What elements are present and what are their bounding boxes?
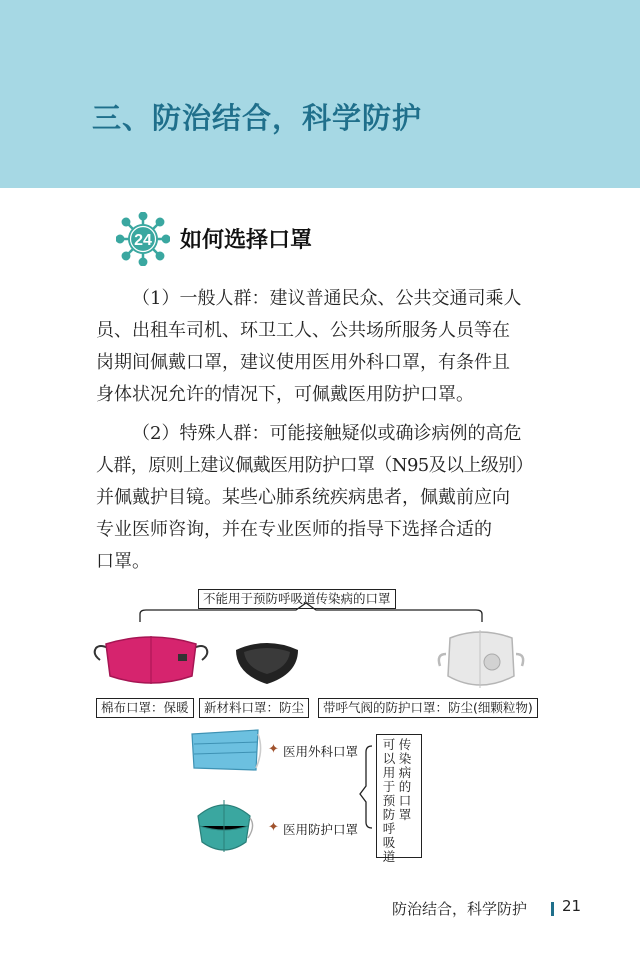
topic-title: 如何选择口罩	[180, 228, 313, 253]
vertical-char: 以	[382, 751, 396, 766]
vertical-char: 道	[382, 849, 396, 864]
valve-mask-label: 带呼气阀的防护口罩：防尘(细颗粒物)	[318, 698, 538, 718]
vertical-char: 防	[382, 807, 396, 822]
sponge-mask-icon	[232, 634, 302, 686]
paragraph-line: 并佩戴护目镜。某些心肺系统疾病患者，佩戴前应向	[96, 487, 510, 508]
not-for-prevention-label: 不能用于预防呼吸道传染病的口罩	[198, 589, 396, 609]
paragraph-line: 专业医师咨询，并在专业医师的指导下选择合适的	[96, 519, 492, 540]
diamond-bullet-icon: ✦	[268, 742, 279, 757]
n95-mask-icon	[190, 792, 258, 858]
vertical-char: 染	[398, 751, 412, 766]
valve-mask-icon	[434, 624, 528, 696]
vertical-char: 吸	[382, 835, 396, 850]
vertical-char: 病	[398, 765, 412, 780]
vertical-text-column	[398, 738, 412, 822]
vertical-char: 罩	[398, 807, 412, 822]
paragraph-line: 岗期间佩戴口罩，建议使用医用外科口罩，有条件且	[96, 352, 510, 373]
vertical-char: 呼	[382, 821, 396, 836]
paragraph-line: （2）特殊人群：可能接触疑似或确诊病例的高危	[132, 423, 522, 444]
vertical-char: 可	[382, 737, 396, 752]
vertical-char: 口	[398, 793, 412, 808]
page-number: 21	[562, 897, 582, 915]
section-title: 三、防治结合，科学防护	[92, 101, 423, 135]
vertical-char: 的	[398, 779, 412, 794]
surgical-mask-label: 医用外科口罩	[283, 744, 359, 759]
paragraph-line: 人群，原则上建议佩戴医用防护口罩（N95及以上级别）	[96, 455, 534, 476]
paragraph-line: （1）一般人群：建议普通民众、公共交通司乘人	[132, 288, 522, 309]
n95-mask-label: 医用防护口罩	[283, 822, 359, 837]
running-title: 防治结合，科学防护	[392, 900, 528, 918]
vertical-char: 预	[382, 793, 396, 808]
vertical-char: 于	[382, 779, 396, 794]
vertical-text-column	[382, 738, 396, 864]
paragraph-line: 员、出租车司机、环卫工人、公共场所服务人员等在	[96, 320, 510, 341]
topic-number: 24	[134, 232, 152, 249]
paragraph-line: 口罩。	[96, 551, 150, 572]
paragraph-line: 身体状况允许的情况下，可佩戴医用防护口罩。	[96, 384, 474, 405]
diamond-bullet-icon: ✦	[268, 820, 279, 835]
vertical-char: 传	[398, 737, 412, 752]
can-prevent-label-box	[376, 734, 422, 864]
cotton-mask-icon	[92, 630, 210, 692]
sponge-mask-label: 新材料口罩：防尘	[199, 698, 309, 718]
cotton-mask-label: 棉布口罩：保暖	[96, 698, 194, 718]
vertical-char: 用	[382, 765, 396, 780]
page-divider-bar	[551, 902, 554, 916]
surgical-mask-icon	[186, 724, 264, 776]
